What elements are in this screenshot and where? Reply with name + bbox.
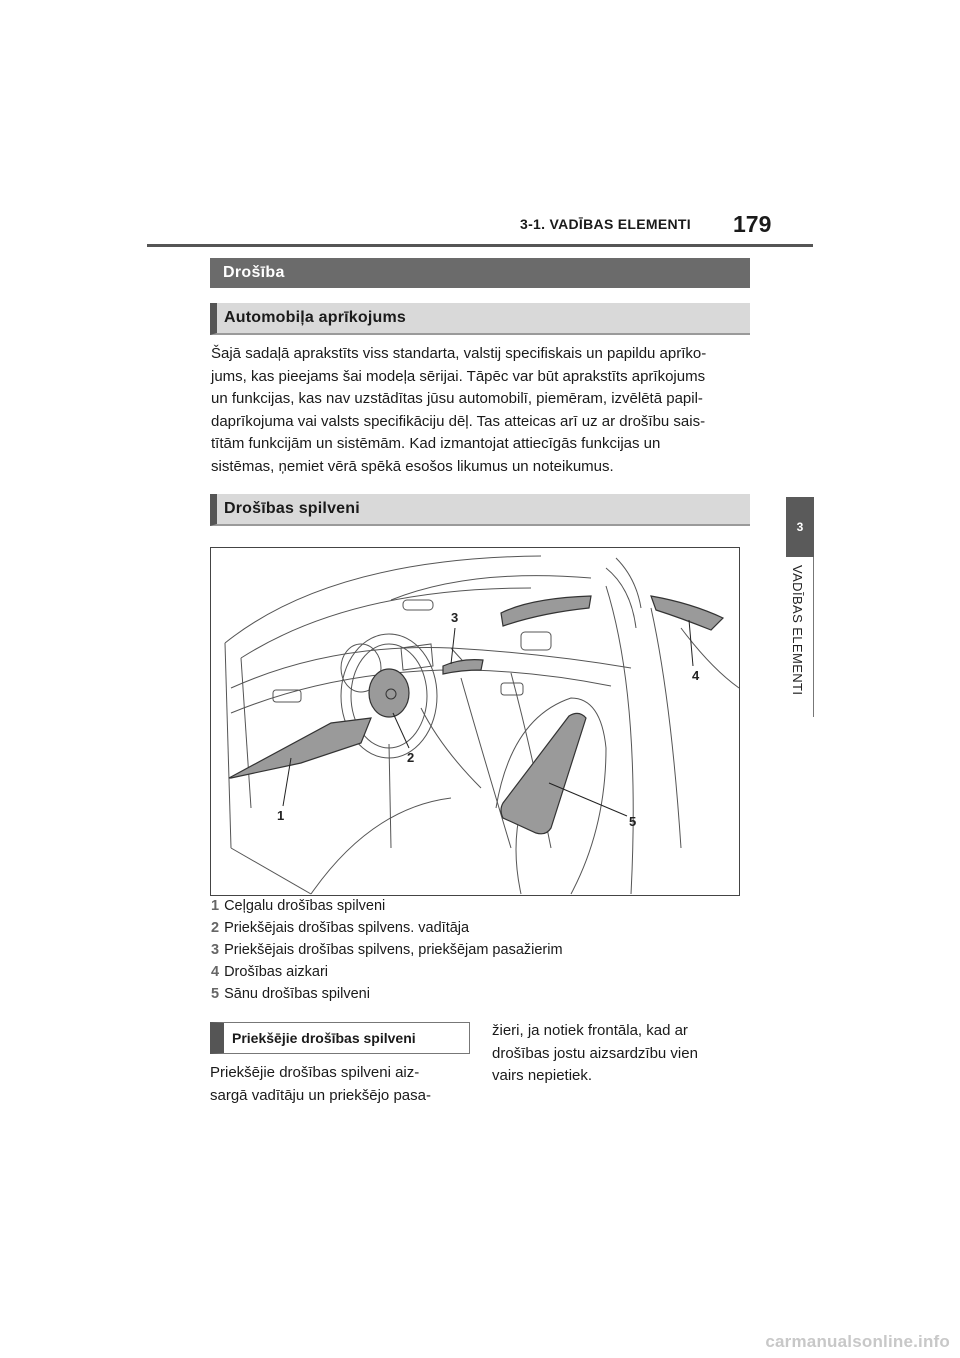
front-airbags-text-left (210, 1062, 431, 1107)
paragraph-line: tītām funkcijām un sistēmām. Kad izmantojat attiecīgās funkcijas un (211, 435, 661, 453)
paragraph-line: sistēmas, ņemiet vērā spēkā esošos likumus un noteikumus. (211, 457, 614, 475)
legend-item: 5 Sānu drošības spilveni (211, 986, 370, 1002)
paragraph-line: Šajā sadaļā aprakstīts viss standarta, valstij specifiskais un papildu aprīko- (211, 345, 707, 362)
paragraph-line: un funkcijas, kas nav uzstādītas jūsu automobilī, piemēram, izvēlētā papil- (211, 390, 703, 408)
figure-legend (211, 895, 563, 1005)
legend-item: 1 Ceļgalu drošības spilveni (211, 898, 386, 914)
section-title: Drošība (210, 258, 750, 288)
callout-2: 2 (407, 750, 415, 765)
header-divider (147, 244, 813, 247)
legend-item: 4 Drošības aizkari (211, 964, 329, 980)
page-number: 179 (733, 211, 772, 237)
section-header: 3-1. VADĪBAS ELEMENTI (520, 216, 691, 232)
paragraph-line: daprīkojuma vai valsts specifikāciju dēļ. Tas atteicas arī uz ar drošību sais- (211, 412, 706, 430)
chapter-tab-label: VADĪBAS ELEMENTI (790, 565, 805, 696)
curtain-airbag-highlight-front (501, 596, 591, 626)
callout-1: 1 (277, 808, 285, 823)
paragraph-line: drošības jostu aizsardzību vien (492, 1044, 698, 1062)
chapter-tab-number: 3 (786, 497, 814, 557)
car-interior-illustration (211, 548, 739, 895)
chapter-tab-divider (813, 557, 814, 717)
front-airbags-text-right (492, 1020, 698, 1088)
paragraph-line: sargā vadītāju un priekšējo pasa- (210, 1086, 431, 1104)
airbag-locations-figure (210, 547, 740, 896)
driver-airbag-highlight (369, 669, 409, 717)
subsection-title-airbags: Drošības spilveni (210, 494, 750, 526)
paragraph-line: vairs nepietiek. (492, 1067, 593, 1085)
knee-airbag-highlight (229, 718, 371, 778)
callout-4: 4 (692, 668, 700, 683)
subsection-title-equipment: Automobiļa aprīkojums (210, 303, 750, 335)
passenger-airbag-highlight (443, 660, 483, 674)
paragraph-line: jums, kas pieejams šai modeļa sērijai. Tāpēc var būt aprakstīts aprīkojums (211, 367, 706, 385)
paragraph-line: Priekšējie drošības spilveni aiz- (210, 1064, 420, 1081)
legend-item: 2 Priekšējais drošības spilvens. vadītāja (211, 920, 470, 936)
callout-3: 3 (451, 610, 459, 625)
side-airbag-highlight (501, 713, 586, 833)
curtain-airbag-highlight-rear (651, 596, 723, 630)
paragraph-line: žieri, ja notiek frontāla, kad ar (492, 1022, 688, 1039)
legend-item: 3 Priekšējais drošības spilvens, priekšējam pasažierim (211, 942, 563, 958)
subsection-title-front-airbags: Priekšējie drošības spilveni (210, 1022, 470, 1054)
watermark: carmanualsonline.info (765, 1332, 950, 1351)
equipment-paragraph (211, 343, 751, 479)
callout-5: 5 (629, 814, 637, 829)
